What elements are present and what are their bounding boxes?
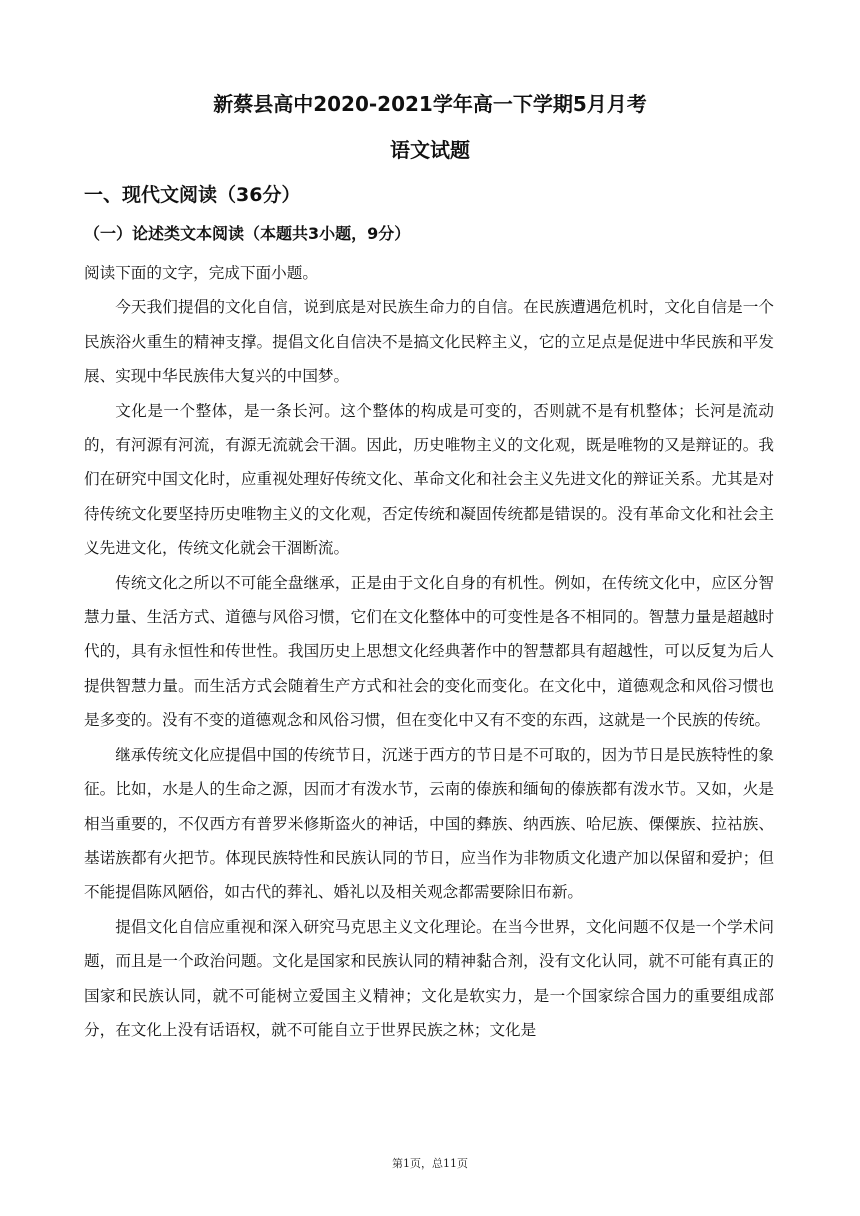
page-footer: 第1页，总11页 xyxy=(392,1157,468,1170)
reading-passage xyxy=(84,256,774,1047)
exam-subtitle: 语文试题 xyxy=(390,138,470,162)
subsection-heading: （一）论述类文本阅读（本题共3小题，9分） xyxy=(84,224,411,243)
passage-paragraph-3: 传统文化之所以不可能全盘继承，正是由于文化自身的有机性。例如，在传统文化中，应区分智慧力量、生活方式、道德与风俗习惯，它们在文化整体中的可变性是各不相同的。智慧力量是超越时代的，具有永恒性和传世性。我国历史上思想文化经典著作中的智慧都具有超越性，可以反复为后人提供智慧力量。而生活方式会随着生产方式和社会的变化而变化。在文化中，道德观念和风俗习惯也是多变的。没有不变的道德观念和风俗习惯，但在变化中又有不变的东西，这就是一个民族的传统。 xyxy=(84,573,774,730)
section-heading: 一、现代文阅读（36分） xyxy=(84,184,301,206)
passage-paragraph-4: 继承传统文化应提倡中国的传统节日，沉迷于西方的节日是不可取的，因为节日是民族特性的象征。比如，水是人的生命之源，因而才有泼水节，云南的傣族和缅甸的傣族都有泼水节。又如，火是相当重要的，不仅西方有普罗米修斯盗火的神话，中国的彝族、纳西族、哈尼族、傈僳族、拉祜族、基诺族都有火把节。体现民族特性和民族认同的节日，应当作为非物质文化遗产加以保留和爱护；但不能提倡陈风陋俗，如古代的葬礼、婚礼以及相关观念都需要除旧布新。 xyxy=(84,745,774,902)
passage-paragraph-5: 提倡文化自信应重视和深入研究马克思主义文化理论。在当今世界，文化问题不仅是一个学术问题，而且是一个政治问题。文化是国家和民族认同的精神黏合剂，没有文化认同，就不可能有真正的国家和民族认同，就不可能树立爱国主义精神；文化是软实力，是一个国家综合国力的重要组成部分，在文化上没有话语权，就不可能自立于世界民族之林；文化是 xyxy=(84,917,774,1039)
instruction-text: 阅读下面的文字，完成下面小题。 xyxy=(84,264,318,282)
exam-title: 新蔡县高中2020-2021学年高一下学期5月月考 xyxy=(213,92,647,116)
passage-paragraph-2: 文化是一个整体，是一条长河。这个整体的构成是可变的，否则就不是有机整体；长河是流动的，有河源有河流，有源无流就会干涸。因此，历史唯物主义的文化观，既是唯物的又是辩证的。我们在研究中国文化时，应重视处理好传统文化、革命文化和社会主义先进文化的辩证关系。尤其是对待传统文化要坚持历史唯物主义的文化观，否定传统和凝固传统都是错误的。没有革命文化和社会主义先进文化，传统文化就会干涸断流。 xyxy=(84,401,774,558)
passage-paragraph-1: 今天我们提倡的文化自信，说到底是对民族生命力的自信。在民族遭遇危机时，文化自信是一个民族浴火重生的精神支撑。提倡文化自信决不是搞文化民粹主义，它的立足点是促进中华民族和平发展、实现中华民族伟大复兴的中国梦。 xyxy=(84,298,774,386)
